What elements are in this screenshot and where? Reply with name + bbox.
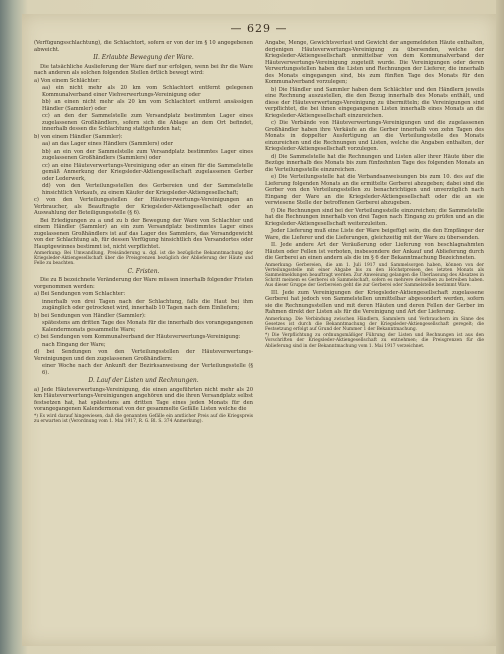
- left-paragraph: C. Fristen.: [127, 267, 160, 275]
- left-paragraph: *) Es wird darauf hingewiesen, daß die genannten Gefälle ein amtlicher Preis auf die Kriegspreis zu erwarten ist (Verordnung vom 1. Mai 1917, R. G. Bl. S. 374 Anmerkung).: [34, 413, 253, 424]
- right-paragraph: Anmerkung: Gerbereien, die am 1. Juli 1917 und Sammelsorgen haben, können von der Verteilungsstelle mit einer Abgabe bis zu den Höchstpreisen des letzten Monats als Sammelmeldungen beauftragt werden. Zur Anweisung gelangen die Überlassung des Absatzes in Schritt meinem es Gerberei ob Sammelschaft, sofern es mehrere derselben zu betreiben haben. Aus dieser Gruppe der Gerbereien geht die zur Gerberei oder Sammelstelle bestimmt Ware.: [265, 262, 484, 289]
- right-paragraph: Angabe, Menge, Gewichtsverlust und Gewicht der angemeldeten Häute enthalten, derjenigen Häuteverwertungs-Vereinigung zu übersenden, welche der Kriegsleder-Aktiengesellschaft unmittelbar von dem Kommunalverband der Häuteverwertungs-Vereinigung zugeteilt wurde. Die Vereinigungen oder deren Verwertungsstellen haben die Listen und Rechnungen der Lieferer, die innerhalb des Monats eingegangen sind, bis zum fünften Tage des Monats für den Kommunalverband vorzulegen;: [265, 40, 484, 85]
- right-paragraph: Jeder Lieferung muß eine Liste der Ware beigefügt sein, die den Empfänger der Ware, die Lieferer und die Lieferungen, gleichzeitig mit der Ware zu übersenden.: [265, 228, 484, 241]
- left-paragraph: c) bei Sendungen vom Kommunalverband der Häuteverwertungs-Vereinigung:: [34, 334, 241, 341]
- left-paragraph: Die zu B bezeichnete Veränderung der Ware müssen innerhalb folgender Fristen vorgenommen werden:: [34, 277, 253, 290]
- right-paragraph: f) Die Rechnungen sind bei der Verteilungsstelle einzureichen; die Sammelstelle hat die Rechnungen innerhalb von drei Tagen nach Eingang zu prüfen und an die Kriegsleder-Aktiengesellschaft weiterzuleiten.: [265, 207, 484, 227]
- left-paragraph: a) Jede Häuteverwertungs-Vereinigung, die einen angeführten nicht mehr als 20 km Häuteverwertungs-Vereinigungen angehören und die ihren Versandplatz selbst festsetzen hat, hat spätestens am dritten Tage eines jeden Monats für den vorangegangenen Kalendermonat von der gesammelte Gefälle Listen welche die: [34, 386, 253, 413]
- left-paragraph: b) bei Sendungen von Händler (Sammler):: [34, 312, 146, 319]
- left-paragraph: dd) von den Verteilungsstellen des Gerbereien und der Sammelstelle hinsichtlich Verkaufs, zu einem Käufer der Kriegsleder-Aktiengesellschaft;: [42, 183, 253, 196]
- left-paragraph: aa) an das Lager eines Händlers (Sammlers) oder: [42, 141, 174, 147]
- left-column: [34, 40, 253, 425]
- left-paragraph: aa) ein nicht mehr als 20 km vom Schlachtort entfernt gelegenen Kommunalverband einer Viehverwertungs-Vereinigung oder: [42, 85, 253, 98]
- right-paragraph: Anmerkung: Die Verbindung zwischen Händlern, Sammlern und Verbrauchern im Sinne des Gesetzes ist durch die Bekanntmachung der Kriegsleder-Aktiengesellschaft geregelt; die Festsetzung erfolgt auf Grund der Nummer 1 der Bekanntmachung.: [265, 316, 484, 332]
- page-edge: [496, 0, 504, 654]
- page-number: — 629 —: [230, 22, 288, 35]
- left-paragraph: cc) an den der Sammelstelle zum Versandplatz bestimmten Lager eines zugelassenen Großhändlers, sofern sich die Ablage an dem Ort befindet, innerhalb dessen die Schlachtung stattgefunden hat;: [42, 113, 253, 132]
- right-paragraph: III. Jede zum Vereinigungen der Kriegsleder-Aktiengesellschaft zugelassene Gerberei hat jedoch von Sammelstellen unmittelbar abgesondert werden, sofern sie die Rechnungsstellen und mit deren Häuten und deren Fellen der Gerber im Rahmen direkt der Listen als für die Vereinigung und Art der Lieferung.: [265, 289, 484, 316]
- left-paragraph: einer Woche nach der Ankunft der Bezirksanweisung der Verteilungsstelle (§ 6).: [42, 363, 253, 376]
- left-paragraph: innerhalb von drei Tagen nach der Schlachtung, falls die Haut bei ihm zugänglich oder getrocknet wird, innerhalb 10 Tagen nach dem Einliefern;: [42, 298, 253, 312]
- document-page: [22, 14, 496, 646]
- left-paragraph: nach Eingang der Ware;: [42, 341, 106, 348]
- left-paragraph: d) bei Sendungen von den Verteilungsstellen der Häuteverwertungs-Vereinigungen und den zugelassenen Großhändlern:: [34, 349, 253, 362]
- left-paragraph: (Verfügungsschlachtung), die Schlachtort, sofern er von der im § 10 angegebenen abweicht.: [34, 40, 253, 53]
- left-paragraph: bb) an ein von der Sammelstelle zum Versandplatz bestimmtes Lager eines zugelassenen Großhändlers (Sammlers) oder: [42, 148, 253, 161]
- right-column: [265, 40, 484, 350]
- right-paragraph: d) Die Sammelstelle hat die Rechnungen und Listen aller ihrer Häute über die Bezüge innerhalb des Monats bis zum fünfzehnten Tage des folgenden Monats an die Verteilungsstelle einzureichen.: [265, 153, 484, 173]
- left-paragraph: Anmerkung: Bei Umwandlung, Preisänderung u. dgl. ist die bezügliche Bekanntmachung der Kriegsleder-Aktiengesellschaft über die Preisgrenzen bezüglich der Ablieferung der Häute und Felle zu beachten.: [34, 251, 253, 267]
- right-paragraph: c) Die Verbände von Häuteverwertungs-Vereinigungen und die zugelassenen Großhändler haben ihre Verkäufe an die Gerber innerhalb von zehn Tagen des Monats in doppelter Ausfertigung an die Verteilungsstelle des Monats einzureichen und die Rechnungen und Listen, welche die Angaben enthalten, der Kriegsleder-Aktiengesellschaft vorzulegen.: [265, 120, 484, 152]
- left-paragraph: spätestens am dritten Tage des Monats für die innerhalb des vorangegangenen Kalendermonats gesammelte Ware;: [42, 320, 253, 333]
- left-paragraph: b) von einem Händler (Sammler):: [34, 133, 123, 140]
- left-paragraph: II. Erlaubte Bewegung der Ware.: [93, 54, 194, 61]
- right-paragraph: b) Die Händler und Sammler haben dem Schlächter und den Händlern jeweils eine Rechnung auszustellen, die den Bezug innerhalb des Monats enthält, und diese der Häuteverwertungs-Vereinigung zu übermitteln; die Vereinigungen sind verpflichtet, die bei ihnen eingegangenen Listen innerhalb eines Monats an die Kriegsleder-Aktiengesellschaft einzureichen.: [265, 86, 484, 119]
- right-paragraph: e) Die Verteilungsstelle hat die Verbandsanweisungen bis zum 10. des auf die Lieferung folgenden Monats an die ermittelte Gerberei abzugeben; dabei sind die Gerber von den Verteilungsstellen zu benachrichtigen und unverzüglich nach Eingang der Ware an die Kriegsleder-Aktiengesellschaft oder die an sie verwiesene Stelle der betroffenen Gerberei abzugeben.: [265, 174, 484, 206]
- left-paragraph: a) Bei Sendungen vom Schlachter:: [34, 291, 126, 298]
- left-paragraph: D. Lauf der Listen und Rechnungen.: [88, 377, 199, 385]
- left-paragraph: bb) an einen nicht mehr als 20 km vom Schlachtort entfernt ansässigen Händler (Sammler) oder: [42, 99, 253, 112]
- left-paragraph: Die tatsächliche Auslieferung der Ware darf nur erfolgen, wenn bei ihr die Ware nach anderen als solchen folgenden Stellen örtlich bewegt wird:: [34, 63, 253, 76]
- right-paragraph: *) Die Verpflichtung zu ordnungsmäßiger Führung der Listen und Rechnungen ist aus den Vorschriften der Kriegsleder-Aktiengesellschaft zu entnehmen; die Preisgrenzen für die Ablieferung sind in der Bekanntmachung vom 1. Mai 1917 verzeichnet.: [265, 333, 484, 349]
- left-paragraph: Bei Erledigungen zu a und zu b der Bewegung der Ware von Schlachter und einem Händler (Sammler) an ein zum Versandplatz bestimmtes Lager eines zugelassenen Großhändlers ist auf das Lager des Sammlers, das Versandgewicht von der Schlachtung ab, für dessen Verfügung hinsichtlich des Versandortes oder Hauptgewinnes bestimmt ist, nicht verpflichtet.: [34, 217, 253, 250]
- left-paragraph: cc) an eine Häuteverwertungs-Vereinigung oder an einen für die Sammelstelle gemäß Anmerkung der Kriegsleder-Aktiengesellschaft zugelassenen Gerber oder Lederwerk,: [42, 162, 253, 182]
- left-paragraph: c) von den Verteilungsstellen der Häuteverwertungs-Vereinigungen an Verbraucher, als Beauftragte der Kriegsleder-Aktiengesellschaft oder an Auswahlung der Beteiligungsstelle (§ 6).: [34, 197, 253, 216]
- right-paragraph: II. Jede andere Art der Veräußerung oder Lieferung von beschlagnahmten Häuten oder Fellen ist verboten, insbesondere der Ankauf und Ablieferung durch die Gerberei an einen andern als die im § 6 der Bekanntmachung Bezeichneten.: [265, 242, 484, 261]
- left-paragraph: a) Von einem Schlächter:: [34, 77, 101, 84]
